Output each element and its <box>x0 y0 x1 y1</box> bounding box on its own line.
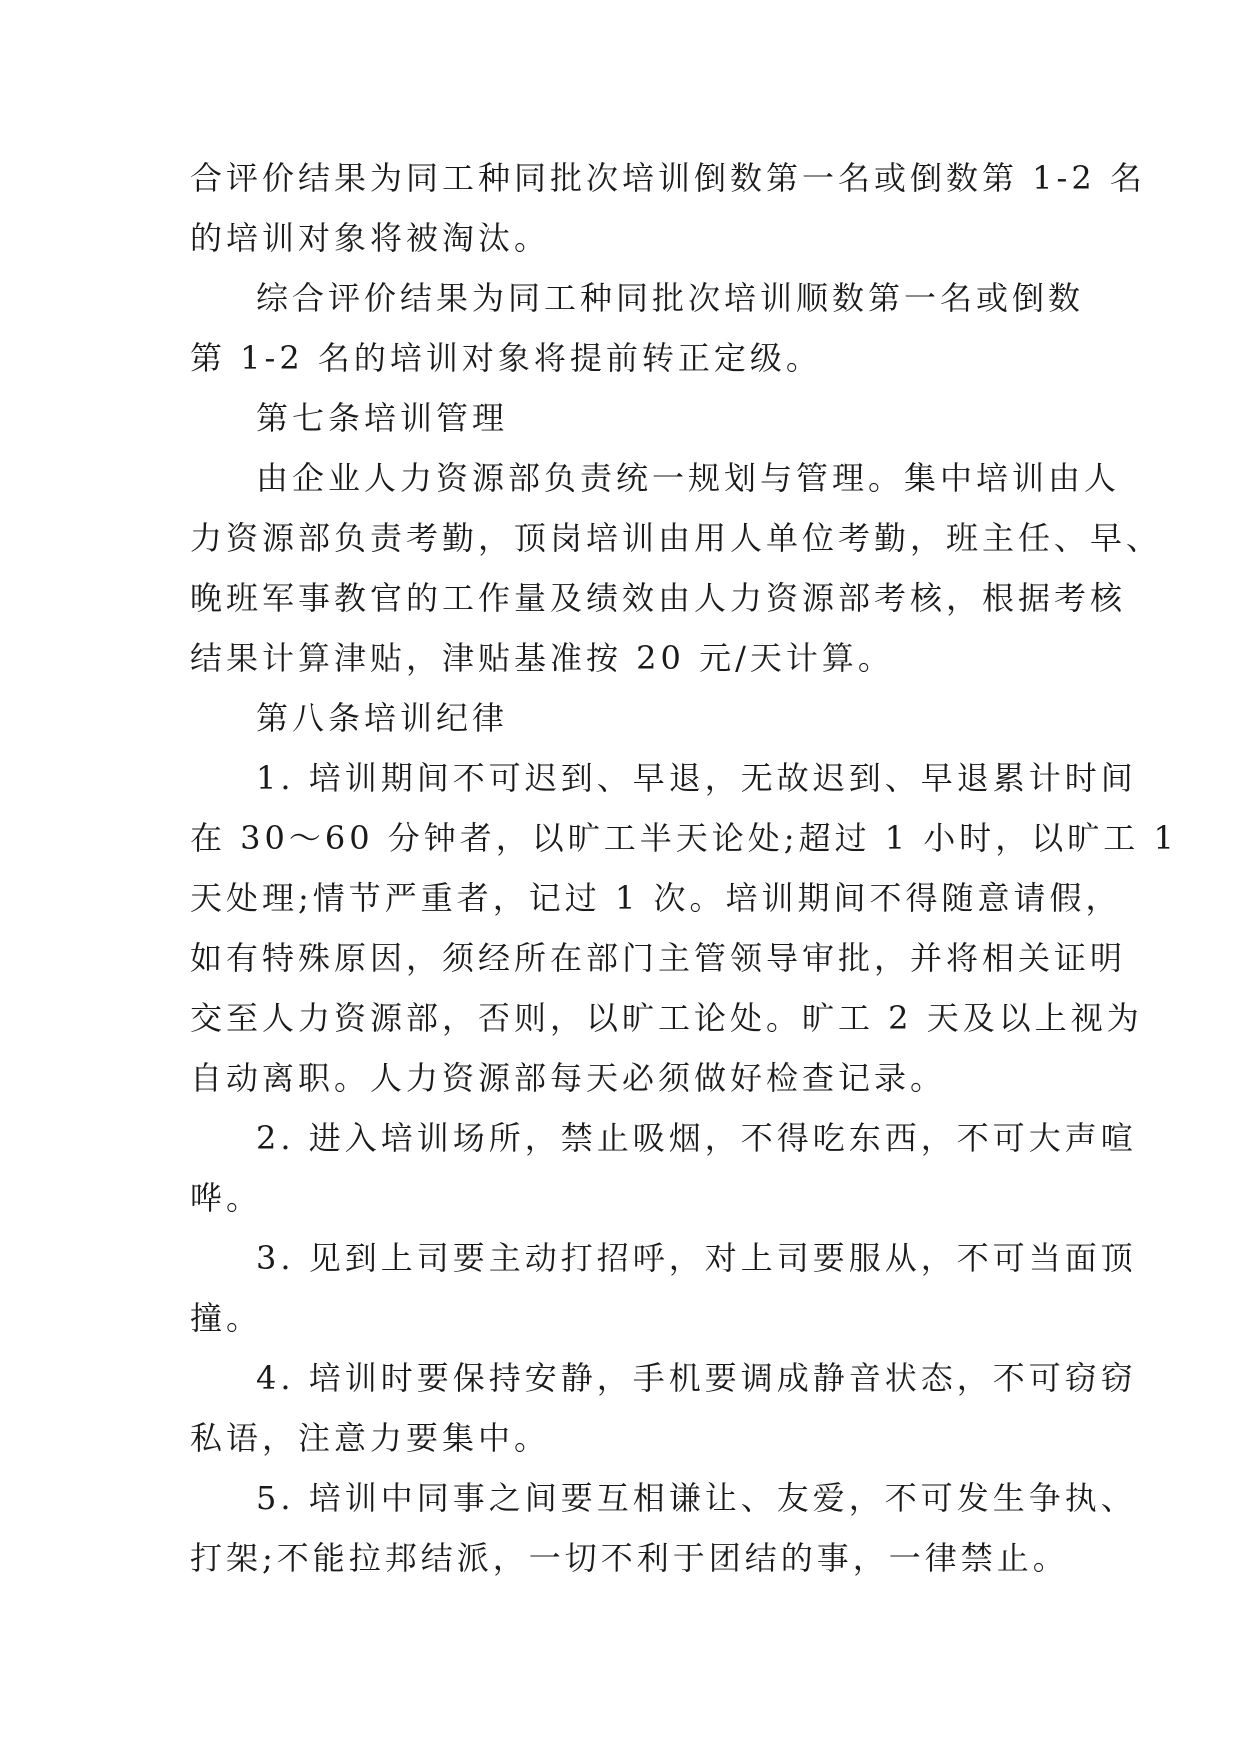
section-heading-training-discipline: 第八条培训纪律 <box>256 699 509 737</box>
list-item-1-start: 1. 培训期间不可迟到、早退，无故迟到、早退累计时间 <box>256 759 1137 797</box>
section-heading-training-management: 第七条培训管理 <box>256 399 509 437</box>
text-line: 第 1-2 名的培训对象将提前转正定级。 <box>190 339 822 377</box>
text-line: 哗。 <box>190 1179 263 1217</box>
text-line: 自动离职。人力资源部每天必须做好检查记录。 <box>190 1059 947 1097</box>
list-item-2-start: 2. 进入培训场所，禁止吸烟，不得吃东西，不可大声喧 <box>256 1119 1137 1157</box>
list-item-5-start: 5. 培训中同事之间要互相谦让、友爱，不可发生争执、 <box>256 1479 1137 1517</box>
text-line: 私语，注意力要集中。 <box>190 1419 551 1457</box>
text-line: 交至人力资源部，否则，以旷工论处。旷工 2 天及以上视为 <box>190 999 1143 1037</box>
paragraph-start-line: 由企业人力资源部负责统一规划与管理。集中培训由人 <box>256 459 1121 497</box>
text-line: 如有特殊原因，须经所在部门主管领导审批，并将相关证明 <box>190 939 1127 977</box>
text-line: 的培训对象将被淘汰。 <box>190 219 551 257</box>
text-line: 打架;不能拉邦结派，一切不利于团结的事，一律禁止。 <box>190 1539 1069 1577</box>
text-line: 合评价结果为同工种同批次培训倒数第一名或倒数第 1-2 名 <box>190 159 1146 197</box>
text-line: 在 30～60 分钟者，以旷工半天论处;超过 1 小时，以旷工 1 <box>190 819 1178 857</box>
text-line: 结果计算津贴，津贴基准按 20 元/天计算。 <box>190 639 894 677</box>
text-line: 撞。 <box>190 1299 263 1337</box>
text-line: 晚班军事教官的工作量及绩效由人力资源部考核，根据考核 <box>190 579 1127 617</box>
text-line: 天处理;情节严重者，记过 1 次。培训期间不得随意请假， <box>190 879 1122 917</box>
list-item-3-start: 3. 见到上司要主动打招呼，对上司要服从，不可当面顶 <box>256 1239 1137 1277</box>
text-line: 力资源部负责考勤，顶岗培训由用人单位考勤，班主任、早、 <box>190 519 1163 557</box>
list-item-4-start: 4. 培训时要保持安静，手机要调成静音状态，不可窃窃 <box>256 1359 1137 1397</box>
paragraph-start-line: 综合评价结果为同工种同批次培训顺数第一名或倒数 <box>256 279 1085 317</box>
